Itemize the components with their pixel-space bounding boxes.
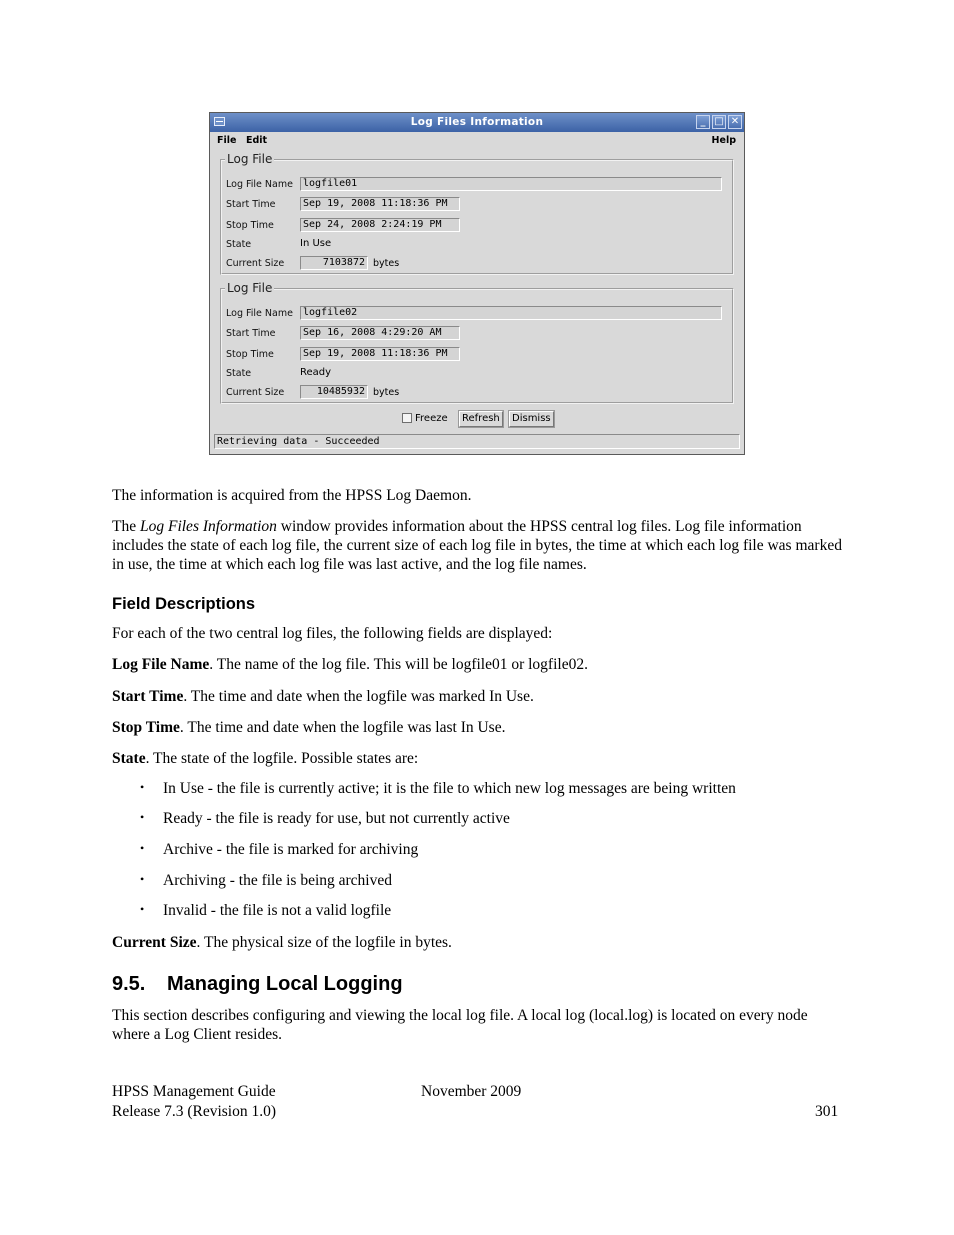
list-item-text: Ready - the file is ready for use, but not currently active xyxy=(163,810,510,827)
log-file-name-label: Log File Name xyxy=(226,179,293,190)
term: State xyxy=(112,750,146,767)
intro-paragraph: The information is acquired from the HPSS Log Daemon. xyxy=(112,487,472,504)
def-state xyxy=(112,749,842,768)
fields-intro: For each of the two central log files, the following fields are displayed: xyxy=(112,625,553,642)
page-number: 301 xyxy=(815,1103,839,1120)
maximize-button[interactable]: □ xyxy=(712,115,726,129)
log-file-name-field[interactable]: logfile02 xyxy=(300,306,722,320)
term: Current Size xyxy=(112,934,197,951)
field-descriptions-heading: Field Descriptions xyxy=(112,595,256,613)
group-title: Log File xyxy=(227,281,273,295)
menu-file[interactable]: File xyxy=(217,135,237,146)
def-log-file-name xyxy=(112,655,842,674)
current-size-label: Current Size xyxy=(226,387,285,398)
window-title: Log Files Information xyxy=(410,116,544,128)
list-item-text: Archiving - the file is being archived xyxy=(163,872,392,889)
log-file-group-2 xyxy=(220,281,734,404)
term: Stop Time xyxy=(112,719,180,736)
section-heading xyxy=(112,973,403,996)
stop-time-label: Stop Time xyxy=(226,220,274,231)
freeze-checkbox[interactable] xyxy=(402,413,412,423)
definition: . The name of the log file. This will be logfile01 or logfile02. xyxy=(209,656,588,673)
log-file-name-field[interactable]: logfile01 xyxy=(300,177,722,191)
state-label: State xyxy=(226,239,252,250)
stop-time-field[interactable]: Sep 19, 2008 11:18:36 PM xyxy=(300,347,460,361)
def-start-time xyxy=(112,687,842,706)
current-size-field[interactable]: 10485932 xyxy=(300,385,368,399)
start-time-label: Start Time xyxy=(226,328,276,339)
text: The xyxy=(112,518,140,535)
bullet-icon: • xyxy=(140,780,145,794)
start-time-field[interactable]: Sep 19, 2008 11:18:36 PM xyxy=(300,197,460,211)
footer-date: November 2009 xyxy=(421,1083,522,1100)
bullet-icon: • xyxy=(140,841,145,855)
local-logging-paragraph: This section describes configuring and viewing the local log file. A local log (local.log) is located on every node where a Log Client resides. xyxy=(112,1007,808,1043)
section-number: 9.5. xyxy=(112,973,146,995)
footer-guide-title: HPSS Management Guide xyxy=(112,1083,276,1100)
term: Start Time xyxy=(112,688,184,705)
size-unit: bytes xyxy=(373,387,400,398)
state-label: State xyxy=(226,368,252,379)
state-value: In Use xyxy=(300,238,332,249)
list-item-text: In Use - the file is currently active; it is the file to which new log messages are being written xyxy=(163,780,736,797)
dismiss-button[interactable]: Dismiss xyxy=(509,411,554,427)
bullet-icon: • xyxy=(140,902,145,916)
action-row xyxy=(210,411,744,429)
current-size-label: Current Size xyxy=(226,258,285,269)
menu-help[interactable]: Help xyxy=(711,135,736,146)
text: window provides information about the HPSS central log files. Log file information includes the state of each log file, the current size of each log file in bytes, the time at which each log file was marked in use, the time at which each log file was last active, and the log file names. xyxy=(112,518,842,573)
bullet-icon: • xyxy=(140,872,145,886)
state-value: Ready xyxy=(300,367,332,378)
footer-release: Release 7.3 (Revision 1.0) xyxy=(112,1103,277,1120)
log-files-window xyxy=(209,112,745,455)
window-name-emphasis: Log Files Information xyxy=(139,518,277,535)
stop-time-label: Stop Time xyxy=(226,349,274,360)
def-stop-time xyxy=(112,718,842,737)
window-titlebar[interactable] xyxy=(210,113,744,132)
size-unit: bytes xyxy=(373,258,400,269)
menubar xyxy=(210,133,744,149)
group-title: Log File xyxy=(227,152,273,166)
definition: . The state of the logfile. Possible states are: xyxy=(145,750,419,767)
section-title: Managing Local Logging xyxy=(167,973,403,995)
start-time-label: Start Time xyxy=(226,199,276,210)
log-file-group-1 xyxy=(220,152,734,275)
definition: . The time and date when the logfile was last In Use. xyxy=(179,719,506,736)
freeze-label: Freeze xyxy=(415,413,448,424)
minimize-button[interactable]: _ xyxy=(696,115,710,129)
stop-time-field[interactable]: Sep 24, 2008 2:24:19 PM xyxy=(300,218,460,232)
def-current-size xyxy=(112,933,842,952)
menu-edit[interactable]: Edit xyxy=(246,135,268,146)
log-file-name-label: Log File Name xyxy=(226,308,293,319)
definition: . The time and date when the logfile was marked In Use. xyxy=(183,688,534,705)
term: Log File Name xyxy=(112,656,210,673)
current-size-field[interactable]: 7103872 xyxy=(300,256,368,270)
start-time-field[interactable]: Sep 16, 2008 4:29:20 AM xyxy=(300,326,460,340)
list-item-text: Archive - the file is marked for archiving xyxy=(163,841,419,858)
list-item-text: Invalid - the file is not a valid logfile xyxy=(163,902,392,919)
close-button[interactable]: ✕ xyxy=(728,115,742,129)
bullet-icon: • xyxy=(140,810,145,824)
description-paragraph xyxy=(112,517,842,574)
refresh-button[interactable]: Refresh xyxy=(459,411,503,427)
status-bar: Retrieving data - Succeeded xyxy=(214,434,740,449)
definition: . The physical size of the logfile in bytes. xyxy=(196,934,452,951)
